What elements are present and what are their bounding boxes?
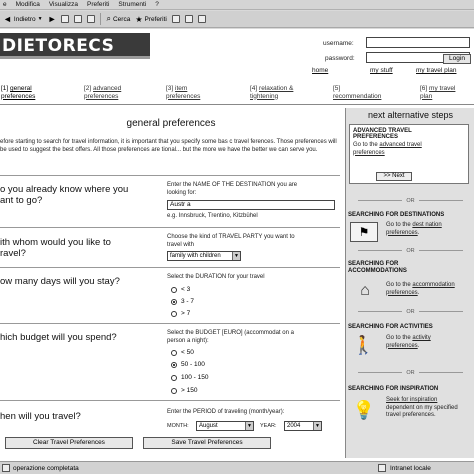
- back-label: Indietro: [13, 15, 36, 23]
- destinations-heading: SEARCHING FOR DESTINATIONS: [348, 212, 445, 218]
- logo-bar: [0, 33, 150, 59]
- browser-statusbar: [0, 461, 474, 474]
- destination-question-text: o you already know where you ant to go?: [0, 184, 129, 206]
- month-label: MONTH:: [167, 423, 189, 429]
- password-label: password:: [325, 55, 355, 62]
- destination-preferences-link[interactable]: dest nation: [412, 222, 442, 228]
- site-logo: DIETORECS: [2, 36, 115, 56]
- next-button[interactable]: >> Next: [376, 172, 412, 181]
- history-icon[interactable]: [172, 15, 180, 23]
- destination-input[interactable]: Austr a: [167, 200, 335, 210]
- back-button[interactable]: [3, 14, 43, 24]
- house-icon: ⌂: [360, 282, 370, 299]
- or-divider: OR: [346, 248, 474, 254]
- month-select[interactable]: August ▼: [196, 421, 254, 431]
- duration-option-1[interactable]: < 3: [171, 286, 190, 293]
- forward-arrow-icon: ►: [47, 14, 57, 24]
- refresh-icon[interactable]: [74, 15, 82, 23]
- my-stuff-link[interactable]: my stuff: [370, 67, 393, 74]
- year-label: YEAR:: [260, 423, 277, 429]
- page-title: general preferences: [126, 118, 216, 129]
- next-steps-sidebar: [345, 108, 474, 458]
- travel-party-select[interactable]: family with children ▼: [167, 251, 241, 261]
- or-divider: OR: [346, 370, 474, 376]
- step-number: [2]: [84, 85, 92, 92]
- search-icon: ⌕: [106, 14, 111, 23]
- travel-party-help: Choose the kind of TRAVEL PARTY you want to travel with: [167, 234, 295, 248]
- menu-tools[interactable]: Strumenti: [118, 1, 147, 8]
- accommodation-preferences-link[interactable]: accommodation: [412, 282, 455, 288]
- radio-button-checked[interactable]: [171, 299, 177, 305]
- duration-help: Select the DURATION for your travel: [167, 274, 265, 280]
- preferences-form: [0, 108, 342, 458]
- destination-example: e.g. Innsbruck, Trentino, Kitzbühel: [167, 213, 258, 219]
- accommodation-preferences-link-2[interactable]: preferences: [386, 289, 418, 296]
- lightbulb-icon: 💡: [352, 400, 376, 420]
- travel-party-question-text: ith whom would you like to ravel?: [0, 237, 111, 259]
- budget-help: Select the BUDGET [EURO] (accommodat on a person a night):: [167, 330, 294, 344]
- radio-button[interactable]: [171, 287, 177, 293]
- budget-option-1[interactable]: < 50: [171, 349, 194, 356]
- destinations-text: Go to the dest nation preferences.: [386, 222, 442, 236]
- activities-heading: SEARCHING FOR ACTIVITIES: [348, 324, 433, 330]
- activities-text: Go to the activity preferences.: [386, 335, 431, 349]
- radio-button[interactable]: [171, 375, 177, 381]
- chevron-down-icon: ▼: [313, 422, 321, 430]
- activity-preferences-link[interactable]: activity: [412, 335, 431, 341]
- browser-menubar: [0, 0, 474, 10]
- menu-view[interactable]: Visualizza: [48, 1, 78, 8]
- mail-icon[interactable]: [185, 15, 193, 23]
- chevron-down-icon: ▼: [232, 252, 240, 260]
- menu-file[interactable]: e: [3, 1, 7, 8]
- period-help: Enter the PERIOD of traveling (month/year):: [167, 409, 285, 415]
- radio-button-checked[interactable]: [171, 362, 177, 368]
- accommodations-heading: SEARCHING FOR ACCOMMODATIONS: [348, 261, 407, 274]
- chevron-down-icon: ▼: [245, 422, 253, 430]
- budget-question-text: hich budget will you spend?: [0, 332, 117, 343]
- inspiration-text: Seek for inspiration dependent on my specified travel preferences.: [386, 397, 458, 418]
- username-input[interactable]: [366, 37, 470, 48]
- zone-text: Intranet locale: [390, 465, 431, 472]
- intro-text: efore starting to search for travel information, it is important that you specify some bas c travel ferences. Those preferences will be used to suggest the best offers. All those preferences are tional... but the more we have the better we can serve you.: [0, 139, 337, 153]
- duration-option-3[interactable]: > 7: [171, 310, 190, 317]
- browser-toolbar: [0, 11, 474, 28]
- period-question-text: hen will you travel?: [0, 411, 81, 422]
- sidebar-title: next alternative steps: [367, 110, 454, 120]
- page-viewport: [0, 29, 474, 461]
- status-text: operazione completata: [13, 465, 79, 472]
- home-link[interactable]: home: [312, 67, 329, 74]
- duration-question: [0, 267, 340, 323]
- my-travel-plan-link[interactable]: my travel plan: [416, 67, 457, 74]
- seek-inspiration-link[interactable]: Seek for inspiration: [386, 397, 438, 403]
- menu-edit[interactable]: Modifica: [15, 1, 40, 8]
- advanced-preferences-link[interactable]: advanced travel: [379, 142, 422, 148]
- login-button[interactable]: Login: [443, 54, 471, 64]
- step-number: [6]: [420, 85, 428, 92]
- steps-bar: [0, 83, 474, 105]
- forward-button[interactable]: [48, 14, 57, 24]
- clear-preferences-button[interactable]: Clear Travel Preferences: [5, 437, 133, 449]
- walking-person-icon: 🚶: [352, 335, 375, 355]
- budget-option-2[interactable]: 50 - 100: [171, 361, 205, 368]
- favorites-label: Preferiti: [144, 15, 167, 23]
- radio-button[interactable]: [171, 350, 177, 356]
- radio-button[interactable]: [171, 388, 177, 394]
- advanced-preferences-text: Go to the advanced travel preferences: [353, 142, 422, 156]
- step-advanced-preferences[interactable]: [2] advanced preferences: [84, 85, 122, 100]
- step-recommendation[interactable]: [5] recommendation: [333, 85, 382, 100]
- step-number: [5]: [333, 85, 341, 92]
- or-divider: OR: [346, 309, 474, 315]
- accommodations-text: Go to the accommodation preferences.: [386, 282, 455, 296]
- favorites-button[interactable]: [135, 15, 167, 24]
- duration-question-text: ow many days will you stay?: [0, 276, 120, 287]
- budget-question: [0, 323, 340, 400]
- duration-option-2[interactable]: 3 - 7: [171, 298, 194, 305]
- search-label: Cerca: [112, 15, 131, 23]
- period-question: [0, 400, 340, 435]
- step-item-preferences[interactable]: [3] item preferences: [166, 85, 201, 100]
- username-label: username:: [323, 40, 354, 47]
- radio-button[interactable]: [171, 311, 177, 317]
- menu-favorites[interactable]: Preferiti: [87, 1, 110, 8]
- budget-option-3[interactable]: 100 - 150: [171, 374, 208, 381]
- or-divider: OR: [346, 198, 474, 204]
- save-preferences-button[interactable]: Save Travel Preferences: [143, 437, 271, 449]
- inspiration-heading: SEARCHING FOR INSPIRATION: [348, 386, 439, 392]
- budget-option-4[interactable]: > 150: [171, 387, 197, 394]
- activity-preferences-link-2[interactable]: preferences: [386, 342, 418, 349]
- chevron-down-icon: ▼: [37, 16, 43, 22]
- search-button[interactable]: [106, 14, 130, 24]
- back-arrow-icon: ◄: [3, 14, 12, 24]
- star-icon: ★: [135, 14, 143, 24]
- destination-preferences-link-2[interactable]: preferences: [386, 229, 418, 236]
- map-icon: ⚑: [350, 222, 378, 242]
- step-relaxation-tightening[interactable]: [4] relaxation & tightening: [250, 85, 294, 100]
- intranet-icon: [378, 464, 386, 472]
- destination-help: Enter the NAME OF THE DESTINATION you are looking for:: [167, 182, 298, 196]
- step-my-travel-plan[interactable]: [6] my travel plan: [420, 85, 456, 100]
- destination-question: [0, 175, 340, 227]
- print-icon[interactable]: [198, 15, 206, 23]
- step-number: [4]: [250, 85, 258, 92]
- home-icon[interactable]: [87, 15, 95, 23]
- travel-party-question: [0, 227, 340, 267]
- year-select[interactable]: 2004 ▼: [284, 421, 322, 431]
- advanced-preferences-link-2[interactable]: preferences: [353, 149, 385, 156]
- step-general-preferences[interactable]: [1] general preferences: [1, 85, 36, 100]
- toolbar-divider: [100, 13, 101, 25]
- page-done-icon: [2, 464, 10, 472]
- advanced-preferences-heading: ADVANCED TRAVEL PREFERENCES: [353, 128, 412, 140]
- stop-icon[interactable]: [61, 15, 69, 23]
- step-number: [1]: [1, 85, 9, 92]
- menu-help[interactable]: ?: [155, 1, 159, 8]
- step-number: [3]: [166, 85, 174, 92]
